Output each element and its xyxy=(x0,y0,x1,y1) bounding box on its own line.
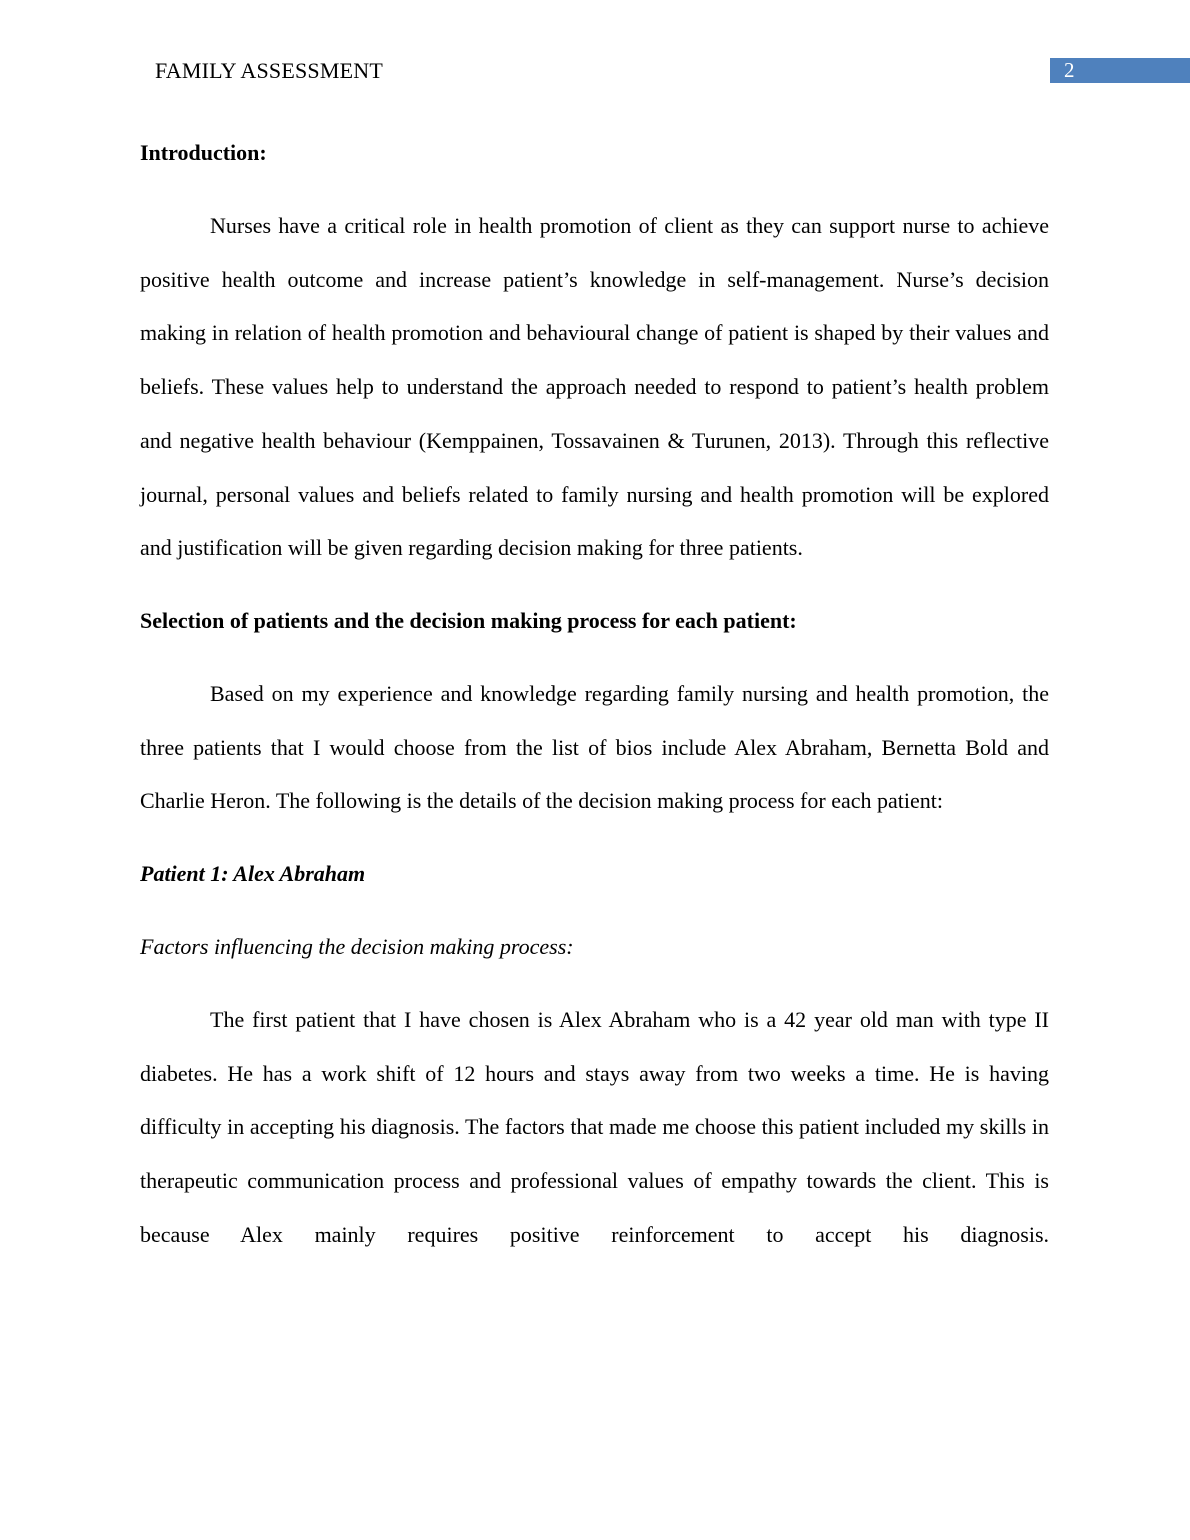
document-body xyxy=(140,126,1049,1281)
patient-1-heading: Patient 1: Alex Abraham xyxy=(140,861,366,887)
factors-subheading: Factors influencing the decision making process: xyxy=(140,934,574,960)
introduction-paragraph: Nurses have a critical role in health promotion of client as they can support nurse to achieve positive health outcome and increase patient’s knowledge in self-management. Nurse’s decision making in relation of health promotion and behavioural change of patient is shaped by their values and beliefs. These values help to understand the approach needed to respond to patient’s health problem and negative health behaviour (Kemppainen, Tossavainen & Turunen, 2013). Through this reflective journal, personal values and beliefs related to family nursing and health promotion will be explored and justification will be given regarding decision making for three patients. xyxy=(140,213,1049,561)
running-head: FAMILY ASSESSMENT xyxy=(155,58,383,83)
selection-paragraph: Based on my experience and knowledge regarding family nursing and health promotion, the three patients that I would choose from the list of bios include Alex Abraham, Bernetta Bold and Charlie Heron. The following is the details of the decision making process for each patient: xyxy=(140,680,1049,814)
patient-1-paragraph: The first patient that I have chosen is Alex Abraham who is a 42 year old man with type II diabetes. He has a work shift of 12 hours and stays away from two weeks a time. He is having difficulty in accepting his diagnosis. The factors that made me choose this patient included my skills in therapeutic communication process and professional values of empathy towards the client. This is because Alex mainly requires positive reinforcement to accept his diagnosis. xyxy=(140,1007,1049,1247)
page-number: 2 xyxy=(1064,58,1075,82)
selection-heading: Selection of patients and the decision making process for each patient: xyxy=(140,607,797,633)
introduction-heading: Introduction: xyxy=(140,140,267,165)
page-number-badge xyxy=(1050,58,1190,83)
